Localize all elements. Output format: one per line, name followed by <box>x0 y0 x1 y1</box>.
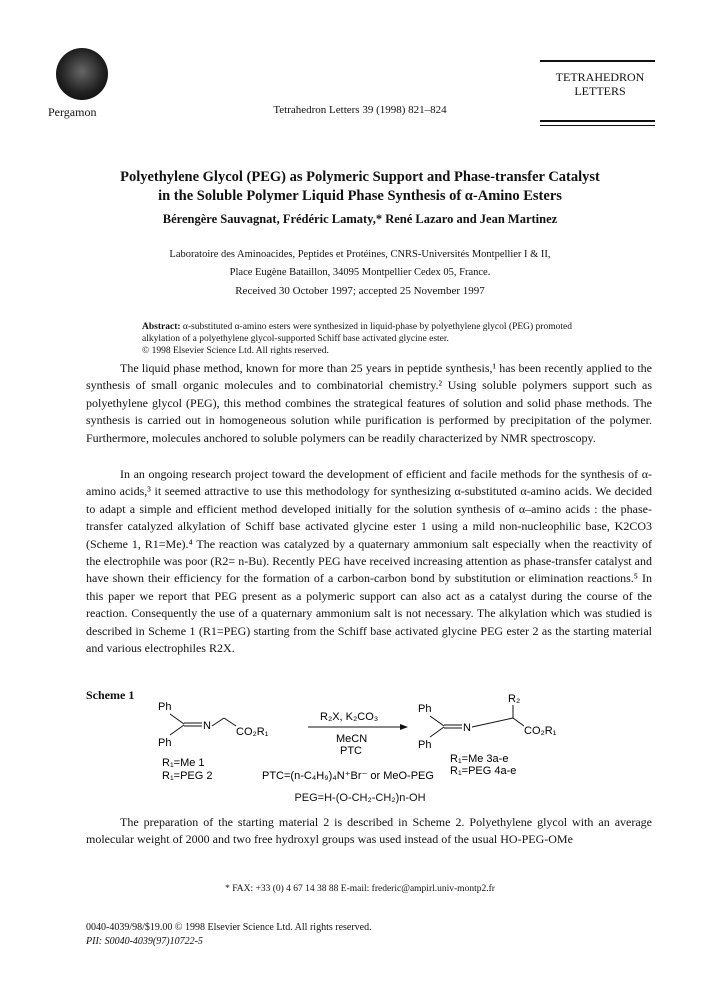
sm-bond-n-c <box>212 718 224 726</box>
prod-nitrogen: N <box>463 722 471 734</box>
abstract-text: α-substituted α-amino esters were synthesized in liquid-phase by polyethylene glycol (PEG) promoted alkylation of a polyethylene glycol-supported Schiff base activated glycine ester. <box>142 322 572 344</box>
reagents-ptc: PTC <box>340 745 362 757</box>
sm-label-1: R₁=Me 1 <box>162 757 205 769</box>
publisher-logo <box>56 48 108 100</box>
pii-line: PII: S0040-4039(97)10722-5 <box>86 936 203 947</box>
journal-brand-line2: LETTERS <box>574 84 626 98</box>
journal-brand-line1: TETRAHEDRON <box>555 70 645 84</box>
prod-ester: CO₂R₁ <box>524 725 557 737</box>
prod-ph-bottom: Ph <box>418 739 432 751</box>
paragraph-2: In an ongoing research project toward the development of efficient and facile methods for the synthesis of α-amino acids,³ it seemed attractive to use this methodology for synthesizing α-substituted α-amino acids. We decided to adapt a simple and efficient method developed initially for the solution synthesis of α–amino acids : the phase-transfer catalyzed alkylation of Schiff base activated glycine ester 1 using a mild non-nucleophilic base, K2CO3 (Scheme 1, R1=Me).⁴ The reaction was catalyzed by a quaternary ammonium salt especially when the reactivity of the electrophile was poor (R2= n-Bu). Recently PEG have received increasing attention as phase-transfer catalyst and have shown their efficiency for the formation of a carbon-carbon bond by substitution or elimination reactions.⁵ In this paper we report that PEG present as a polymeric support can also act as a catalyst during the course of the reaction. Consequently the use of a quaternary ammonium salt is not necessary. The alkylation which was studied is described in Scheme 1 (R1=PEG) starting from the Schiff base activated glycine PEG ester 2 as the starting material and various electrophiles R2X. <box>86 467 652 656</box>
prod-label-1: R₁=Me 3a-e <box>450 753 509 765</box>
copyright-block <box>86 921 372 949</box>
sm-bond-ph1 <box>170 714 184 724</box>
prod-bond-ph2 <box>430 727 444 737</box>
prod-ph-top: Ph <box>418 703 432 715</box>
header-rule-top <box>540 60 655 62</box>
paragraph-1: The liquid phase method, known for more than 25 years in peptide synthesis,¹ has been recently applied to the synthesis of small organic molecules and to combinatorial chemistry.² Using soluble polymers support such as polyethylene glycol (PEG), this method combines the strategical features of solution and solid phase methods. The synthesis is carried out in homogeneous solution while purification is performed by precipitation of the polymer. Furthermore, molecules anchored to soluble polymers can be readily characterized by NMR spectroscopy. <box>86 361 652 445</box>
sm-label-2: R₁=PEG 2 <box>162 770 213 782</box>
prod-r2: R₂ <box>508 693 521 705</box>
title-line-1: Polyethylene Glycol (PEG) as Polymeric Support and Phase-transfer Catalyst <box>120 169 600 185</box>
sm-ph-top: Ph <box>158 701 172 713</box>
abstract-copyright: © 1998 Elsevier Science Ltd. All rights reserved. <box>142 346 329 356</box>
abstract-label: Abstract: <box>142 322 181 332</box>
affiliation-line-2: Place Eugène Bataillon, 34095 Montpellier Cedex 05, France. <box>229 267 491 278</box>
received-dates: Received 30 October 1997; accepted 25 November 1997 <box>235 285 485 297</box>
author-footnote: * FAX: +33 (0) 4 67 14 38 88 E-mail: frederic@ampirl.univ-montp2.fr <box>225 884 495 894</box>
reagents-top: R₂X, K₂CO₃ <box>320 711 379 723</box>
prod-bond-ph1 <box>430 716 444 726</box>
header-rule-bottom-2 <box>540 125 655 126</box>
prod-label-2: R₁=PEG 4a-e <box>450 765 517 777</box>
sm-nitrogen: N <box>203 720 211 732</box>
scheme-1-diagram <box>140 690 580 786</box>
sm-ester: CO₂R₁ <box>236 726 269 738</box>
author-list: Bérengère Sauvagnat, Frédéric Lamaty,* René Lazaro and Jean Martinez <box>162 212 558 226</box>
sm-ph-bottom: Ph <box>158 737 172 749</box>
prod-bond-n-c <box>472 718 513 727</box>
affiliation-line-1: Laboratoire des Aminoacides, Peptides et Protéines, CNRS-Universités Montpellier I & II, <box>169 249 551 260</box>
prod-bond-c-co2 <box>513 718 524 726</box>
journal-citation: Tetrahedron Letters 39 (1998) 821–824 <box>273 104 447 116</box>
copyright-line: 0040-4039/98/$19.00 © 1998 Elsevier Science Ltd. All rights reserved. <box>86 922 372 933</box>
scheme-label: Scheme 1 <box>86 688 135 702</box>
title-line-2: in the Soluble Polymer Liquid Phase Synthesis of α-Amino Esters <box>158 188 562 204</box>
journal-brand <box>540 70 660 98</box>
peg-definition: PEG=H-(O-CH₂-CH₂)n-OH <box>294 792 426 804</box>
paragraph-3: The preparation of the starting material 2 is described in Scheme 2. Polyethylene glycol with an average molecular weight of 2000 and two free hydroxyl groups was used instead of the usual HO-PEG-OMe <box>86 815 652 847</box>
header-rule-bottom-1 <box>540 120 655 122</box>
sm-bond-ph2 <box>170 725 184 735</box>
sm-bond-c-co2 <box>224 718 236 726</box>
article-title <box>70 168 650 206</box>
ptc-definition: PTC=(n-C₄H₉)₄N⁺Br⁻ or MeO-PEG <box>262 770 434 782</box>
abstract <box>142 321 582 357</box>
publisher-name: Pergamon <box>48 105 97 119</box>
reaction-arrowhead <box>400 724 408 730</box>
reagents-solvent: MeCN <box>336 733 368 745</box>
